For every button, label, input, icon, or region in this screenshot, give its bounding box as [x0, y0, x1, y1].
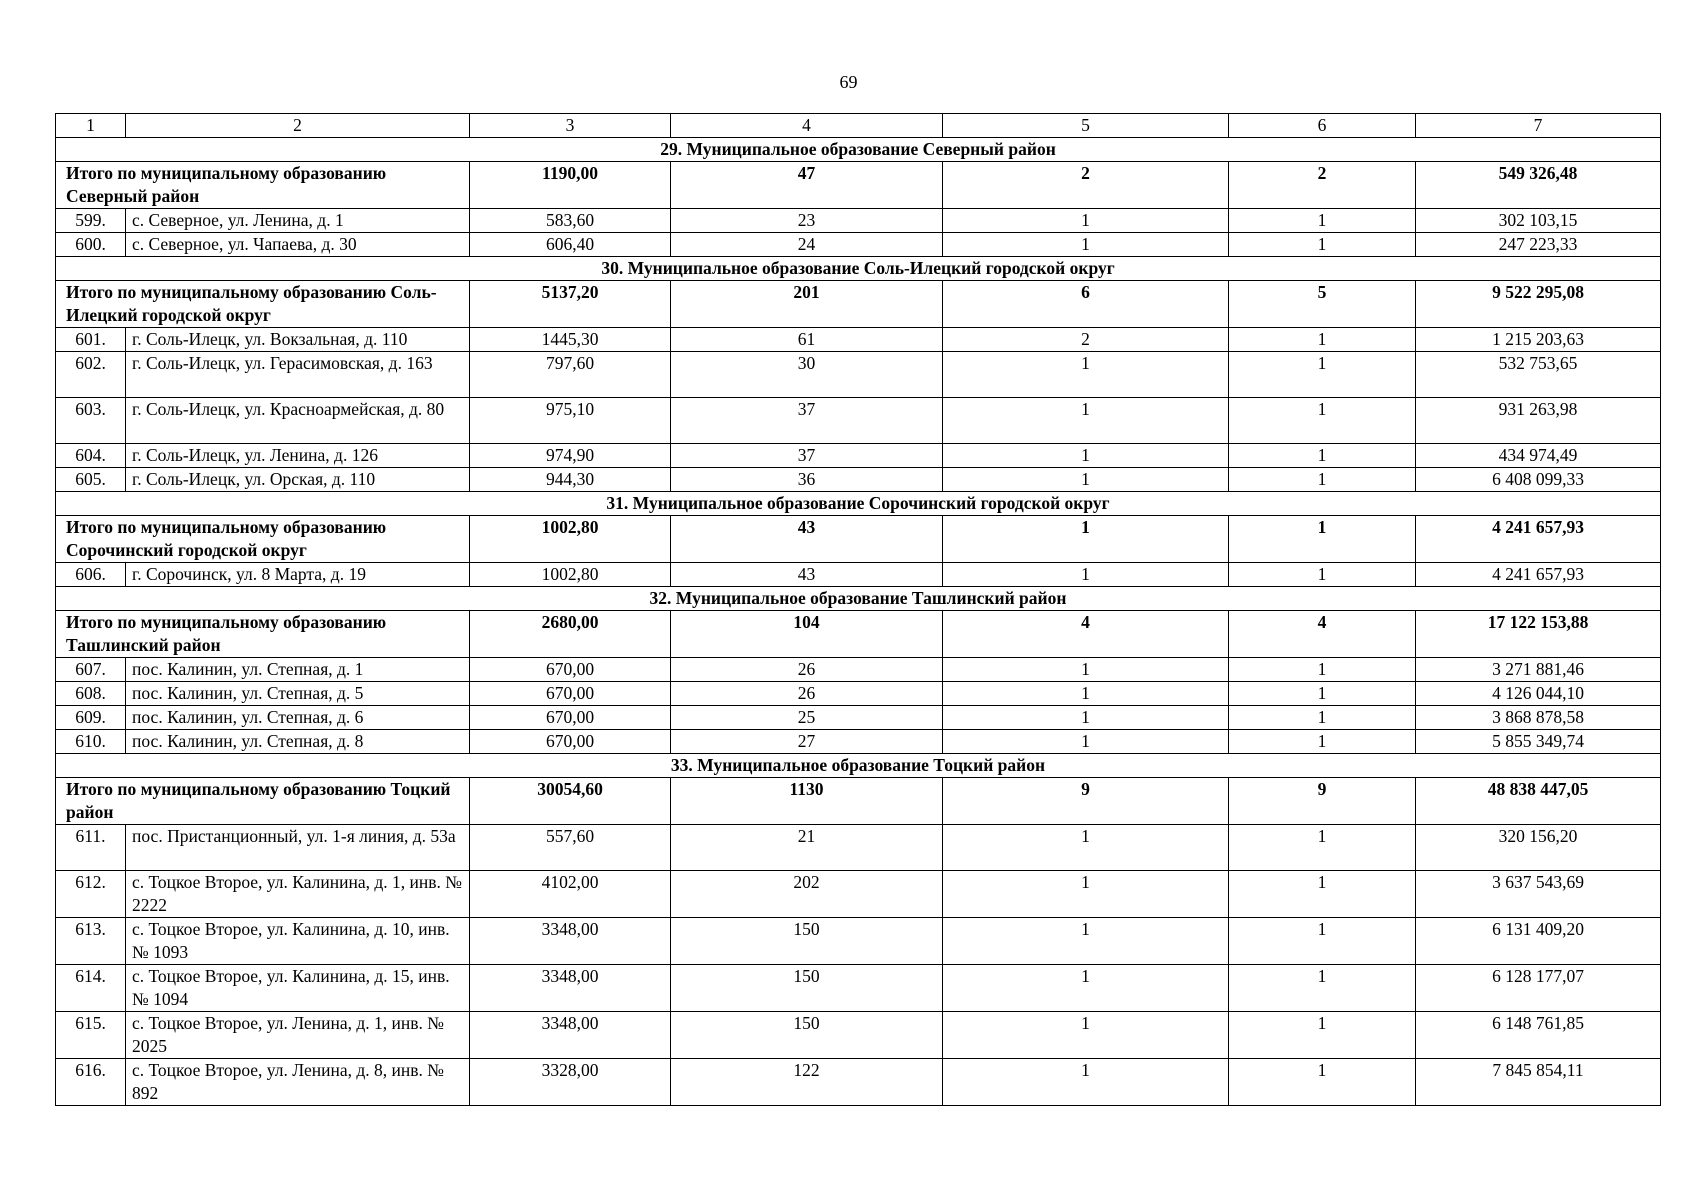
row-number: 607. [56, 658, 126, 682]
amount-cell: 7 845 854,11 [1416, 1059, 1661, 1106]
row-number: 603. [56, 398, 126, 444]
address-cell: пос. Пристанционный, ул. 1-я линия, д. 53а [126, 825, 470, 871]
address-cell: г. Соль-Илецк, ул. Вокзальная, д. 110 [126, 328, 470, 352]
row-number: 613. [56, 918, 126, 965]
area-cell: 944,30 [470, 468, 671, 492]
residents-cell: 36 [671, 468, 943, 492]
col5-cell: 1 [943, 398, 1229, 444]
col5-cell: 1 [943, 563, 1229, 587]
table-row [56, 965, 1661, 1012]
col5-cell: 1 [943, 730, 1229, 754]
total-col5: 4 [943, 611, 1229, 658]
row-number: 615. [56, 1012, 126, 1059]
area-cell: 583,60 [470, 209, 671, 233]
row-number: 601. [56, 328, 126, 352]
amount-cell: 4 126 044,10 [1416, 682, 1661, 706]
table-row [56, 328, 1661, 352]
table-row [56, 233, 1661, 257]
col6-cell: 1 [1229, 328, 1416, 352]
amount-cell: 302 103,15 [1416, 209, 1661, 233]
amount-cell: 6 131 409,20 [1416, 918, 1661, 965]
col5-cell: 1 [943, 682, 1229, 706]
area-cell: 670,00 [470, 658, 671, 682]
address-cell: г. Сорочинск, ул. 8 Марта, д. 19 [126, 563, 470, 587]
total-row [56, 162, 1661, 209]
amount-cell: 6 408 099,33 [1416, 468, 1661, 492]
amount-cell: 3 637 543,69 [1416, 871, 1661, 918]
residents-cell: 21 [671, 825, 943, 871]
total-col5: 1 [943, 516, 1229, 563]
col6-cell: 1 [1229, 871, 1416, 918]
col6-cell: 1 [1229, 965, 1416, 1012]
total-row [56, 281, 1661, 328]
row-number: 608. [56, 682, 126, 706]
total-area: 1190,00 [470, 162, 671, 209]
col5-cell: 1 [943, 918, 1229, 965]
col5-cell: 1 [943, 1012, 1229, 1059]
column-number: 1 [56, 114, 126, 138]
total-amount: 549 326,48 [1416, 162, 1661, 209]
amount-cell: 5 855 349,74 [1416, 730, 1661, 754]
total-area: 30054,60 [470, 778, 671, 825]
total-residents: 104 [671, 611, 943, 658]
column-number: 2 [126, 114, 470, 138]
amount-cell: 3 271 881,46 [1416, 658, 1661, 682]
residents-cell: 23 [671, 209, 943, 233]
address-cell: с. Тоцкое Второе, ул. Калинина, д. 1, инв. № 2222 [126, 871, 470, 918]
page-number: 69 [839, 72, 858, 92]
row-number: 612. [56, 871, 126, 918]
total-area: 2680,00 [470, 611, 671, 658]
total-residents: 201 [671, 281, 943, 328]
residents-cell: 25 [671, 706, 943, 730]
column-number: 5 [943, 114, 1229, 138]
address-cell: пос. Калинин, ул. Степная, д. 8 [126, 730, 470, 754]
residents-cell: 150 [671, 965, 943, 1012]
table-row [56, 730, 1661, 754]
section-header-row [56, 492, 1661, 516]
col5-cell: 1 [943, 468, 1229, 492]
area-cell: 1002,80 [470, 563, 671, 587]
area-cell: 975,10 [470, 398, 671, 444]
residents-cell: 30 [671, 352, 943, 398]
col5-cell: 1 [943, 444, 1229, 468]
total-col5: 9 [943, 778, 1229, 825]
col5-cell: 1 [943, 1059, 1229, 1106]
residents-cell: 27 [671, 730, 943, 754]
table-row [56, 682, 1661, 706]
col5-cell: 1 [943, 209, 1229, 233]
section-header-row [56, 257, 1661, 281]
amount-cell: 4 241 657,93 [1416, 563, 1661, 587]
row-number: 599. [56, 209, 126, 233]
col5-cell: 1 [943, 233, 1229, 257]
amount-cell: 1 215 203,63 [1416, 328, 1661, 352]
row-number: 614. [56, 965, 126, 1012]
area-cell: 3348,00 [470, 918, 671, 965]
row-number: 616. [56, 1059, 126, 1106]
row-number: 600. [56, 233, 126, 257]
section-title: 31. Муниципальное образование Сорочинский городской округ [56, 492, 1661, 516]
area-cell: 4102,00 [470, 871, 671, 918]
address-cell: г. Соль-Илецк, ул. Орская, д. 110 [126, 468, 470, 492]
col6-cell: 1 [1229, 444, 1416, 468]
residents-cell: 122 [671, 1059, 943, 1106]
total-col5: 2 [943, 162, 1229, 209]
residents-cell: 24 [671, 233, 943, 257]
col6-cell: 1 [1229, 1059, 1416, 1106]
total-label: Итого по муниципальному образованию Тоцкий район [56, 778, 470, 825]
area-cell: 797,60 [470, 352, 671, 398]
address-cell: г. Соль-Илецк, ул. Ленина, д. 126 [126, 444, 470, 468]
col5-cell: 1 [943, 658, 1229, 682]
col6-cell: 1 [1229, 209, 1416, 233]
total-col6: 2 [1229, 162, 1416, 209]
total-row [56, 778, 1661, 825]
residents-cell: 26 [671, 682, 943, 706]
residents-cell: 43 [671, 563, 943, 587]
residents-cell: 26 [671, 658, 943, 682]
amount-cell: 3 868 878,58 [1416, 706, 1661, 730]
total-label: Итого по муниципальному образованию Ташлинский район [56, 611, 470, 658]
residents-cell: 37 [671, 444, 943, 468]
col6-cell: 1 [1229, 352, 1416, 398]
total-area: 5137,20 [470, 281, 671, 328]
area-cell: 670,00 [470, 682, 671, 706]
row-number: 602. [56, 352, 126, 398]
area-cell: 3328,00 [470, 1059, 671, 1106]
col5-cell: 1 [943, 871, 1229, 918]
table-row [56, 352, 1661, 398]
table-row [56, 871, 1661, 918]
amount-cell: 247 223,33 [1416, 233, 1661, 257]
table-row [56, 1059, 1661, 1106]
col6-cell: 1 [1229, 398, 1416, 444]
amount-cell: 931 263,98 [1416, 398, 1661, 444]
table-row [56, 563, 1661, 587]
address-cell: с. Северное, ул. Чапаева, д. 30 [126, 233, 470, 257]
table-body [56, 114, 1661, 1106]
residents-cell: 61 [671, 328, 943, 352]
area-cell: 974,90 [470, 444, 671, 468]
col5-cell: 1 [943, 352, 1229, 398]
address-cell: пос. Калинин, ул. Степная, д. 5 [126, 682, 470, 706]
row-number: 610. [56, 730, 126, 754]
total-col6: 1 [1229, 516, 1416, 563]
total-amount: 48 838 447,05 [1416, 778, 1661, 825]
total-col5: 6 [943, 281, 1229, 328]
area-cell: 670,00 [470, 706, 671, 730]
table-row [56, 706, 1661, 730]
total-amount: 4 241 657,93 [1416, 516, 1661, 563]
total-label: Итого по муниципальному образованию Сорочинский городской округ [56, 516, 470, 563]
total-residents: 47 [671, 162, 943, 209]
section-title: 32. Муниципальное образование Ташлинский район [56, 587, 1661, 611]
table-row [56, 918, 1661, 965]
total-amount: 17 122 153,88 [1416, 611, 1661, 658]
column-number: 3 [470, 114, 671, 138]
address-cell: с. Тоцкое Второе, ул. Калинина, д. 10, инв. № 1093 [126, 918, 470, 965]
table-row [56, 209, 1661, 233]
col6-cell: 1 [1229, 730, 1416, 754]
residents-cell: 150 [671, 1012, 943, 1059]
section-title: 30. Муниципальное образование Соль-Илецкий городской округ [56, 257, 1661, 281]
col6-cell: 1 [1229, 918, 1416, 965]
row-number: 604. [56, 444, 126, 468]
col5-cell: 1 [943, 965, 1229, 1012]
area-cell: 606,40 [470, 233, 671, 257]
col6-cell: 1 [1229, 682, 1416, 706]
row-number: 606. [56, 563, 126, 587]
address-cell: с. Северное, ул. Ленина, д. 1 [126, 209, 470, 233]
col6-cell: 1 [1229, 563, 1416, 587]
amount-cell: 532 753,65 [1416, 352, 1661, 398]
table-row [56, 444, 1661, 468]
area-cell: 1445,30 [470, 328, 671, 352]
column-number: 6 [1229, 114, 1416, 138]
total-row [56, 611, 1661, 658]
col6-cell: 1 [1229, 706, 1416, 730]
total-residents: 1130 [671, 778, 943, 825]
address-cell: с. Тоцкое Второе, ул. Ленина, д. 1, инв. № 2025 [126, 1012, 470, 1059]
col6-cell: 1 [1229, 468, 1416, 492]
section-header-row [56, 138, 1661, 162]
table-row [56, 658, 1661, 682]
section-title: 33. Муниципальное образование Тоцкий район [56, 754, 1661, 778]
total-residents: 43 [671, 516, 943, 563]
total-col6: 5 [1229, 281, 1416, 328]
area-cell: 3348,00 [470, 1012, 671, 1059]
total-area: 1002,80 [470, 516, 671, 563]
table-row [56, 468, 1661, 492]
amount-cell: 434 974,49 [1416, 444, 1661, 468]
amount-cell: 6 128 177,07 [1416, 965, 1661, 1012]
row-number: 605. [56, 468, 126, 492]
total-row [56, 516, 1661, 563]
area-cell: 557,60 [470, 825, 671, 871]
column-number: 7 [1416, 114, 1661, 138]
total-col6: 4 [1229, 611, 1416, 658]
total-col6: 9 [1229, 778, 1416, 825]
address-cell: пос. Калинин, ул. Степная, д. 1 [126, 658, 470, 682]
area-cell: 3348,00 [470, 965, 671, 1012]
address-cell: с. Тоцкое Второе, ул. Ленина, д. 8, инв. № 892 [126, 1059, 470, 1106]
col5-cell: 2 [943, 328, 1229, 352]
col6-cell: 1 [1229, 1012, 1416, 1059]
area-cell: 670,00 [470, 730, 671, 754]
row-number: 609. [56, 706, 126, 730]
col5-cell: 1 [943, 706, 1229, 730]
amount-cell: 6 148 761,85 [1416, 1012, 1661, 1059]
column-number-row [56, 114, 1661, 138]
housing-table [55, 113, 1661, 1106]
address-cell: г. Соль-Илецк, ул. Герасимовская, д. 163 [126, 352, 470, 398]
col6-cell: 1 [1229, 233, 1416, 257]
total-amount: 9 522 295,08 [1416, 281, 1661, 328]
col5-cell: 1 [943, 825, 1229, 871]
row-number: 611. [56, 825, 126, 871]
address-cell: с. Тоцкое Второе, ул. Калинина, д. 15, инв. № 1094 [126, 965, 470, 1012]
col6-cell: 1 [1229, 658, 1416, 682]
table-row [56, 1012, 1661, 1059]
address-cell: пос. Калинин, ул. Степная, д. 6 [126, 706, 470, 730]
section-header-row [56, 587, 1661, 611]
address-cell: г. Соль-Илецк, ул. Красноармейская, д. 80 [126, 398, 470, 444]
residents-cell: 150 [671, 918, 943, 965]
table-row [56, 825, 1661, 871]
column-number: 4 [671, 114, 943, 138]
total-label: Итого по муниципальному образованию Соль-Илецкий городской округ [56, 281, 470, 328]
section-title: 29. Муниципальное образование Северный район [56, 138, 1661, 162]
table-row [56, 398, 1661, 444]
total-label: Итого по муниципальному образованию Северный район [56, 162, 470, 209]
section-header-row [56, 754, 1661, 778]
col6-cell: 1 [1229, 825, 1416, 871]
amount-cell: 320 156,20 [1416, 825, 1661, 871]
residents-cell: 202 [671, 871, 943, 918]
residents-cell: 37 [671, 398, 943, 444]
